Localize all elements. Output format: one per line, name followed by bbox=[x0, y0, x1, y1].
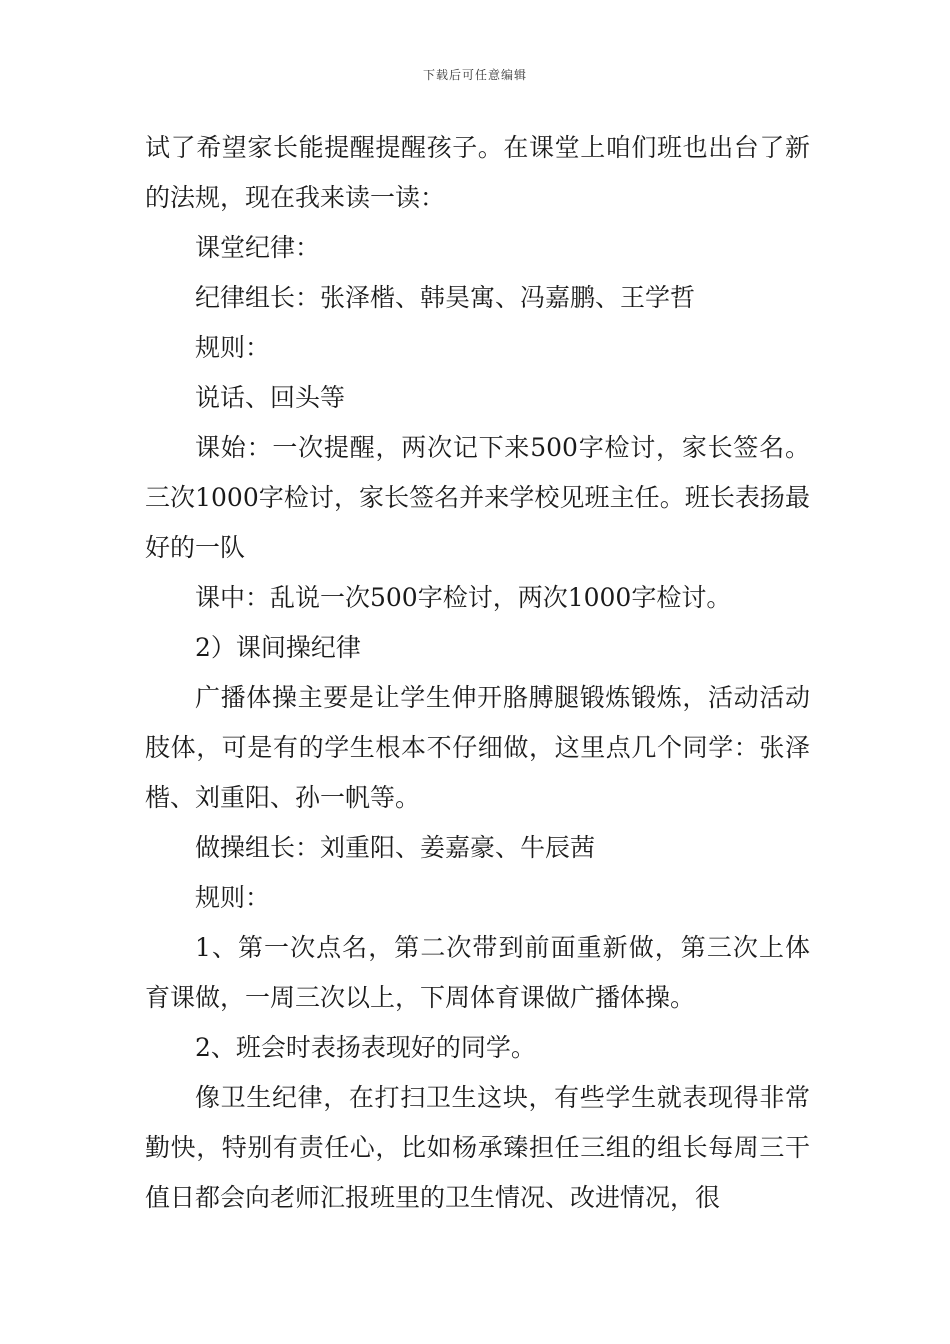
paragraph: 做操组长：刘重阳、姜嘉豪、牛辰茜 bbox=[195, 833, 596, 862]
paragraph: 规则： bbox=[195, 333, 271, 362]
document-body bbox=[145, 123, 810, 1223]
paragraph: 课始：一次提醒，两次记下来500字检讨，家长签名。三次1000字检讨，家长签名并来学校见班主任。班长表扬最好的一队 bbox=[145, 433, 810, 562]
paragraph: 1、第一次点名，第二次带到前面重新做，第三次上体育课做，一周三次以上，下周体育课做广播体操。 bbox=[145, 933, 810, 1012]
paragraph: 规则： bbox=[195, 883, 271, 912]
paragraph: 纪律组长：张泽楷、韩昊寓、冯嘉鹏、王学哲 bbox=[195, 283, 696, 312]
paragraph: 说话、回头等 bbox=[195, 383, 346, 412]
paragraph: 2）课间操纪律 bbox=[195, 633, 361, 662]
paragraph: 2、班会时表扬表现好的同学。 bbox=[195, 1033, 536, 1062]
paragraph: 课中：乱说一次500字检讨，两次1000字检讨。 bbox=[195, 583, 732, 612]
page-header: 下载后可任意编辑 bbox=[422, 68, 527, 82]
paragraph: 课堂纪律： bbox=[195, 233, 321, 262]
paragraph: 试了希望家长能提醒提醒孩子。在课堂上咱们班也出台了新的法规，现在我来读一读： bbox=[145, 133, 810, 212]
paragraph: 广播体操主要是让学生伸开胳膊腿锻炼锻炼，活动活动肢体，可是有的学生根本不仔细做，这里点几个同学：张泽楷、刘重阳、孙一帆等。 bbox=[145, 683, 810, 812]
paragraph: 像卫生纪律，在打扫卫生这块，有些学生就表现得非常勤快，特别有责任心，比如杨承臻担任三组的组长每周三干值日都会向老师汇报班里的卫生情况、改进情况，很 bbox=[145, 1083, 810, 1212]
